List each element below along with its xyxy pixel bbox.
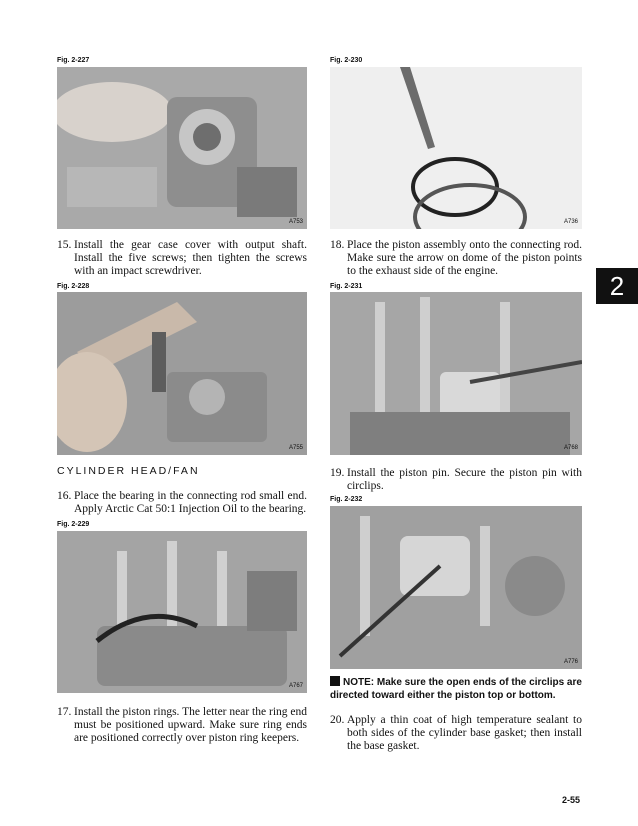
photo-circlips bbox=[330, 506, 582, 669]
photo-impact-screwdriver bbox=[57, 292, 307, 455]
step-20 bbox=[330, 714, 582, 753]
step-number: 16. bbox=[57, 490, 72, 502]
step-15 bbox=[57, 239, 307, 278]
step-number: 15. bbox=[57, 239, 72, 251]
step-text: Install the piston rings. The letter near the ring end must be positioned upward. Make sure ring ends are positioned correctly over piston ring keepers. bbox=[74, 706, 307, 744]
figure-code: A755 bbox=[288, 445, 303, 451]
step-18 bbox=[330, 239, 582, 278]
figure-code: A736 bbox=[563, 219, 578, 225]
figure-code: A767 bbox=[288, 683, 303, 689]
figure-code: A768 bbox=[563, 445, 578, 451]
figure-label: Fig. 2-229 bbox=[57, 521, 90, 528]
step-text: Place the piston assembly onto the connecting rod. Make sure the arrow on dome of the piston points to the exhaust side of the engine. bbox=[347, 239, 582, 277]
note-marker-icon bbox=[330, 676, 340, 686]
step-text: Place the bearing in the connecting rod small end. Apply Arctic Cat 50:1 Injection Oil to the bearing. bbox=[74, 490, 307, 515]
page-number: 2-55 bbox=[562, 795, 581, 805]
step-19 bbox=[330, 467, 582, 493]
step-17 bbox=[57, 706, 307, 745]
photo-gear-case bbox=[57, 67, 307, 229]
step-text: Apply a thin coat of high temperature sealant to both sides of the cylinder base gasket; then install the base gasket. bbox=[347, 714, 582, 752]
note-text: NOTE: Make sure the open ends of the circlips are directed toward either the piston top or bottom. bbox=[330, 677, 582, 701]
figure-label: Fig. 2-227 bbox=[57, 57, 90, 64]
step-text: Install the gear case cover with output shaft. Install the five screws; then tighten the screws with an impact screwdriver. bbox=[74, 239, 307, 277]
figure-label: Fig. 2-232 bbox=[330, 496, 363, 503]
step-number: 17. bbox=[57, 706, 72, 718]
figure-code: A776 bbox=[563, 659, 578, 665]
photo-piston-assembly bbox=[330, 292, 582, 455]
step-number: 19. bbox=[330, 467, 345, 479]
figure-label: Fig. 2-228 bbox=[57, 283, 90, 290]
figure-code: A753 bbox=[288, 219, 303, 225]
figure-label: Fig. 2-230 bbox=[330, 57, 363, 64]
photo-piston-rings-engine bbox=[57, 531, 307, 693]
note bbox=[330, 676, 585, 702]
chapter-tab: 2 bbox=[596, 268, 638, 304]
section-heading: CYLINDER HEAD/FAN bbox=[57, 465, 200, 477]
step-number: 20. bbox=[330, 714, 345, 726]
step-number: 18. bbox=[330, 239, 345, 251]
step-text: Install the piston pin. Secure the piston pin with circlips. bbox=[347, 467, 582, 492]
figure-label: Fig. 2-231 bbox=[330, 283, 363, 290]
step-16 bbox=[57, 490, 307, 516]
photo-piston-ring-ends bbox=[330, 67, 582, 229]
